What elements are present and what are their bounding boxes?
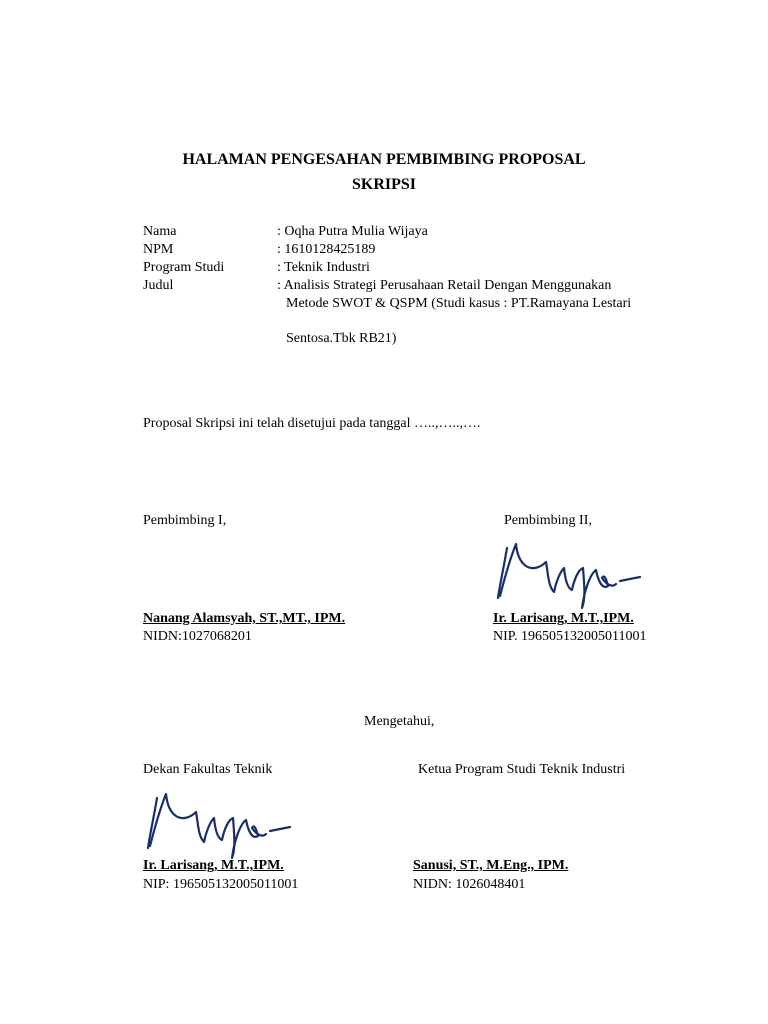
dekan-role: Dekan Fakultas Teknik bbox=[143, 762, 273, 777]
pembimbing2-signature bbox=[490, 536, 650, 618]
nama-label: Nama bbox=[143, 224, 177, 239]
kaprodi-id: NIDN: 1026048401 bbox=[413, 877, 526, 892]
kaprodi-name: Sanusi, ST., M.Eng., IPM. bbox=[413, 858, 569, 873]
judul-value-3: Sentosa.Tbk RB21) bbox=[286, 331, 397, 346]
dekan-signature bbox=[140, 786, 300, 868]
title-line-2: SKRIPSI bbox=[351, 176, 417, 193]
pembimbing2-name: Ir. Larisang, M.T.,IPM. bbox=[493, 611, 634, 626]
pembimbing2-id: NIP. 196505132005011001 bbox=[493, 629, 647, 644]
prodi-value: : Teknik Industri bbox=[277, 260, 370, 275]
approval-statement: Proposal Skripsi ini telah disetujui pada tanggal …..,…..,…. bbox=[143, 416, 481, 431]
npm-label: NPM bbox=[143, 242, 174, 257]
npm-value: : 1610128425189 bbox=[277, 242, 376, 257]
prodi-label: Program Studi bbox=[143, 260, 225, 275]
dekan-name: Ir. Larisang, M.T.,IPM. bbox=[143, 858, 284, 873]
pembimbing2-role: Pembimbing II, bbox=[504, 513, 592, 528]
dekan-id: NIP: 196505132005011001 bbox=[143, 877, 299, 892]
pembimbing1-id: NIDN:1027068201 bbox=[143, 629, 252, 644]
judul-value-1: : Analisis Strategi Perusahaan Retail Dengan Menggunakan bbox=[277, 278, 612, 293]
judul-value-2: Metode SWOT & QSPM (Studi kasus : PT.Ramayana Lestari bbox=[286, 296, 632, 311]
pembimbing1-name: Nanang Alamsyah, ST.,MT., IPM. bbox=[143, 611, 346, 626]
pembimbing1-role: Pembimbing I, bbox=[143, 513, 227, 528]
page-title bbox=[0, 147, 768, 197]
nama-value: : Oqha Putra Mulia Wijaya bbox=[277, 224, 428, 239]
kaprodi-role: Ketua Program Studi Teknik Industri bbox=[418, 762, 626, 777]
mengetahui-label: Mengetahui, bbox=[364, 714, 435, 729]
judul-label: Judul bbox=[143, 278, 174, 293]
title-line-1: HALAMAN PENGESAHAN PEMBIMBING PROPOSAL bbox=[182, 151, 586, 168]
